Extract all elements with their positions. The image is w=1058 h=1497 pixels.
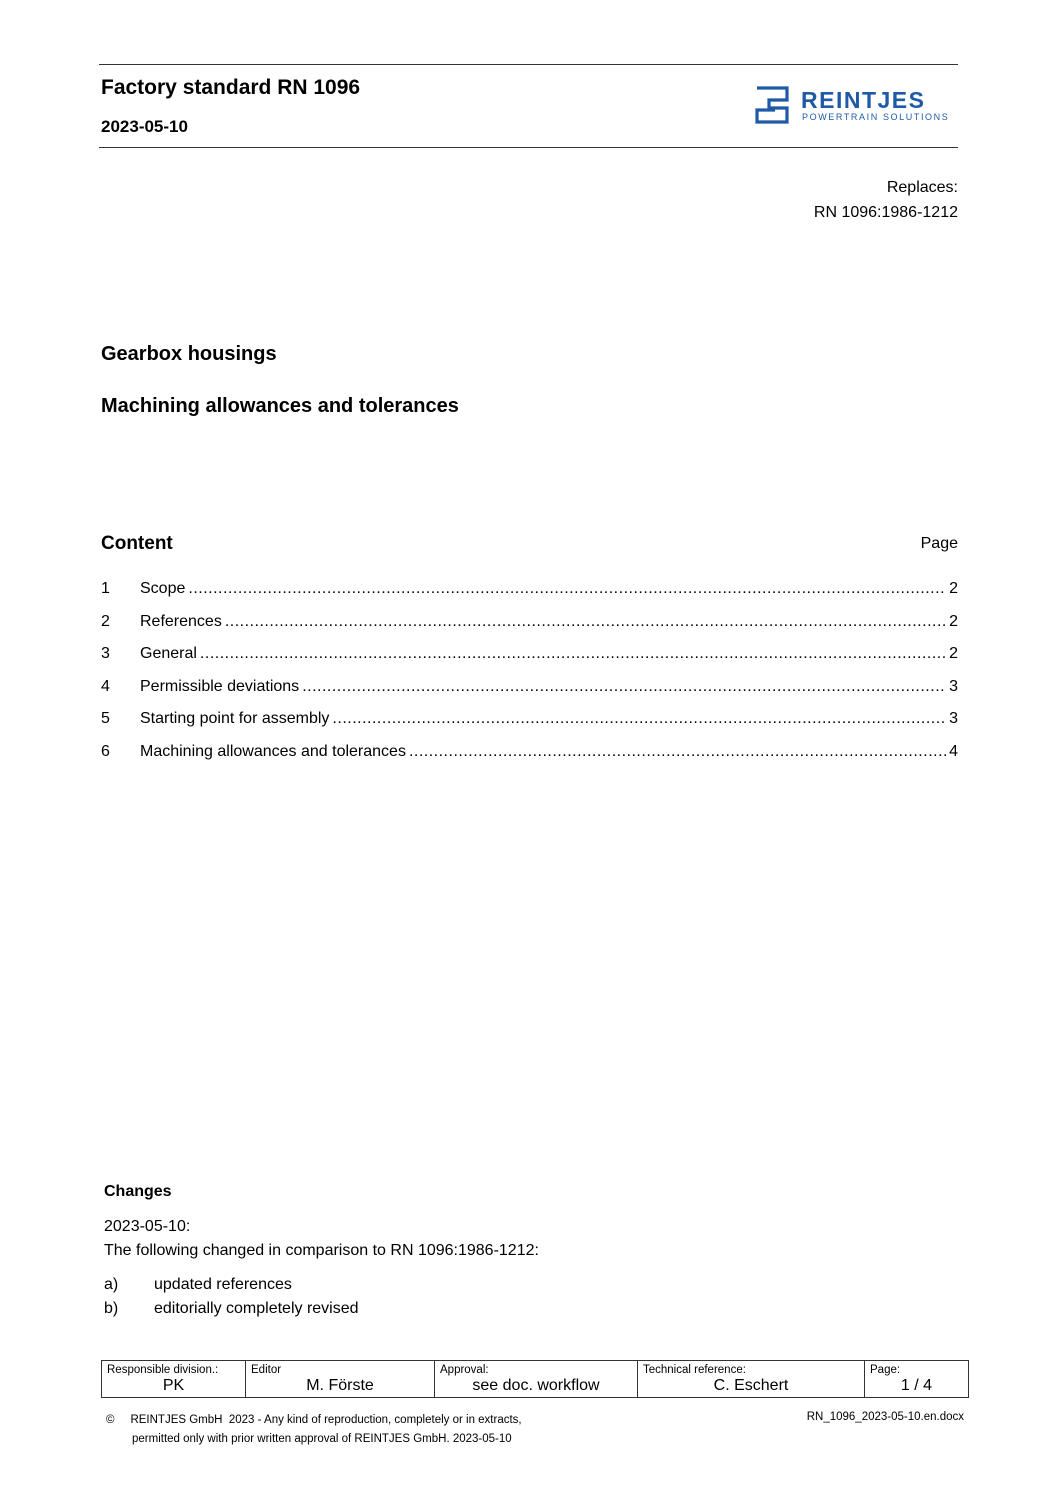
toc-page-label: Page [920,535,958,552]
replaces-value: RN 1096:1986-1212 [813,204,958,221]
footer-approval-cell [435,1361,638,1398]
toc-item-machining-allowances[interactable] [101,743,958,776]
change-item [104,1276,292,1294]
toc-item-number: 2 [101,612,110,630]
change-item [104,1300,359,1318]
reintjes-logo [755,86,960,126]
toc-item-page: 2 [949,580,958,597]
copyright-line-1: © REINTJES GmbH 2023 - Any kind of reproduction, completely or in extracts, [106,1414,522,1426]
toc-item-text: General [140,645,197,663]
toc-leader-dots [409,743,946,761]
toc-item-page: 3 [949,710,958,728]
toc-item-text: References [140,612,222,630]
responsible-division-value: PK [162,1377,185,1394]
responsible-division-label: Responsible division.: [107,1364,219,1376]
editor-label: Editor [251,1364,282,1376]
editor-value: M. Förste [306,1377,374,1394]
toc-title: Content [101,533,173,554]
toc-item-number: 1 [101,580,110,597]
header-bottom-rule [99,147,958,148]
toc-item-text: Scope [140,580,186,597]
toc-item-number: 6 [101,742,110,760]
document-date: 2023-05-10 [101,117,188,136]
reintjes-logo-icon [755,86,960,126]
change-item-text: updated references [154,1276,292,1293]
copyright-line-2: permitted only with prior written approval of REINTJES GmbH. 2023-05-10 [132,1433,512,1445]
toc-item-text: Starting point for assembly [140,710,330,728]
toc-item-permissible-deviations[interactable] [101,678,958,711]
footer-page-cell [865,1361,969,1398]
approval-label: Approval: [440,1364,489,1376]
page-number: 1 / 4 [900,1377,933,1394]
document-filename: RN_1096_2023-05-10.en.docx [806,1411,964,1423]
svg-text:POWERTRAIN SOLUTIONS: POWERTRAIN SOLUTIONS [802,112,950,122]
footer-techref-cell [638,1361,865,1398]
changes-title: Changes [104,1183,172,1200]
toc-item-number: 5 [101,710,110,728]
footer-editor-cell [246,1361,435,1398]
toc-leader-dots [302,678,946,696]
svg-text:REINTJES: REINTJES [801,87,926,113]
toc-item-general[interactable] [101,645,958,678]
toc-item-starting-point[interactable] [101,710,958,743]
toc-item-text: Machining allowances and tolerances [140,742,406,760]
toc-leader-dots [332,710,946,728]
header-top-rule [99,64,958,65]
document-title: Factory standard RN 1096 [101,76,361,99]
toc-item-page: 2 [949,612,958,630]
technical-reference-label: Technical reference: [643,1364,746,1376]
toc-item-number: 3 [101,645,110,663]
table-of-contents [101,580,958,776]
toc-item-page: 2 [949,645,958,663]
replaces-block [814,175,958,225]
toc-leader-dots [188,580,946,598]
sub-heading: Machining allowances and tolerances [101,395,459,417]
footer-responsible-cell [102,1361,246,1398]
toc-item-page: 4 [949,742,958,760]
technical-reference-value: C. Eschert [713,1377,789,1394]
changes-date: 2023-05-10: [104,1218,191,1235]
page-label: Page: [870,1364,901,1376]
copyright-notice [106,1411,522,1449]
approval-value: see doc. workflow [472,1377,600,1394]
toc-leader-dots [200,645,946,663]
main-heading: Gearbox housings [101,343,277,365]
toc-item-references[interactable] [101,613,958,646]
change-item-text: editorially completely revised [154,1300,359,1317]
change-item-marker: a) [104,1276,119,1293]
toc-item-text: Permissible deviations [140,677,300,695]
changes-description: The following changed in comparison to RN 1096:1986-1212: [104,1242,539,1259]
change-item-marker: b) [104,1300,119,1317]
toc-item-number: 4 [101,677,110,695]
toc-item-scope[interactable] [101,580,958,613]
footer-approval-table [101,1360,969,1398]
replaces-label: Replaces: [886,179,958,196]
toc-leader-dots [225,613,946,631]
toc-item-page: 3 [949,677,958,695]
